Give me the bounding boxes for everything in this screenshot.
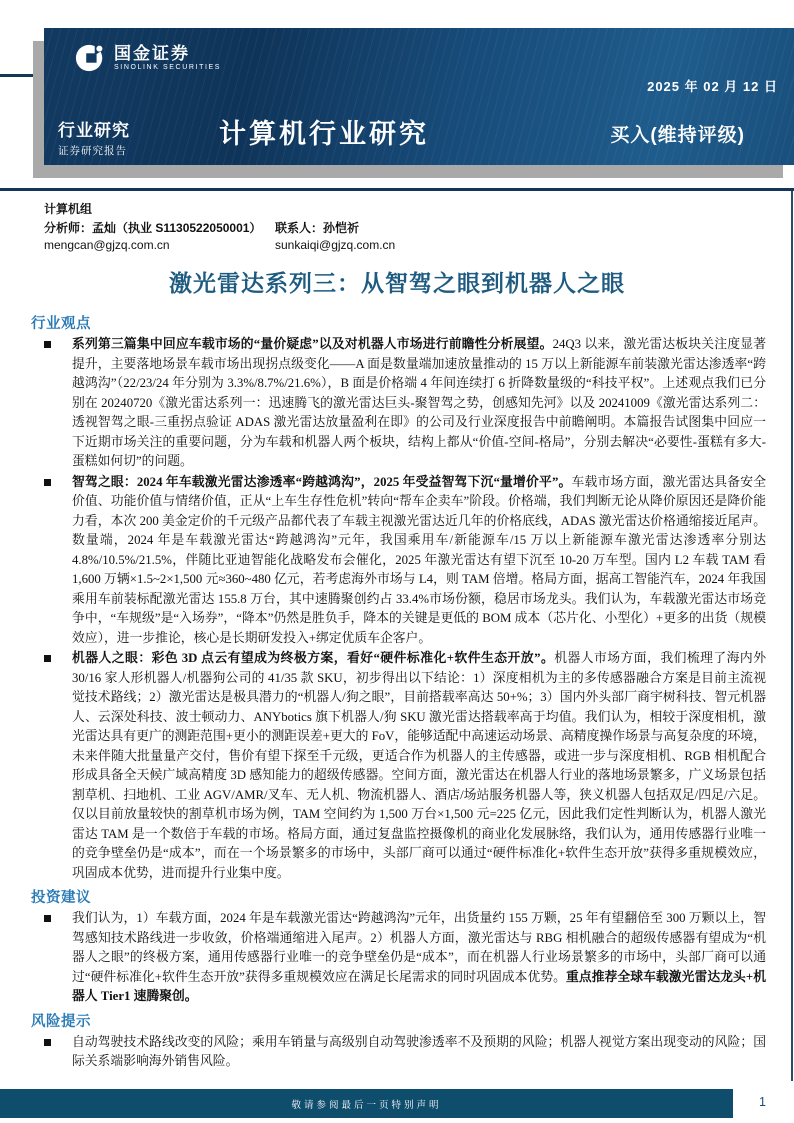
bullet-lead: 智驾之眼：2024 年车载激光雷达渗透率“跨越鸿沟”，2025 年受益智驾下沉“量增价平”。 [72, 474, 572, 489]
report-header [44, 28, 794, 165]
analyst-block [44, 201, 766, 253]
analyst-name: 分析师：孟灿（执业 S1130522050001） [44, 221, 262, 235]
investment-advice-list [0, 909, 794, 1007]
bullet-item [72, 1033, 766, 1072]
bullet-tail: 重点推荐全球车载激光雷达龙头+机器人 Tier1 速腾聚创。 [72, 969, 766, 1003]
bullet-item [72, 909, 766, 1007]
team-name: 计算机组 [44, 202, 93, 216]
brand-logo [74, 42, 221, 74]
brand-text [114, 45, 221, 72]
footer-disclaimer: 敬请参阅最后一页特别声明 [291, 1100, 442, 1111]
header-divider [0, 188, 794, 191]
contact-name: 联系人：孙恺祈 [275, 221, 360, 235]
brand-name-cn: 国金证券 [114, 43, 190, 63]
contact-email: sunkaiqi@gjzq.com.cn [275, 238, 396, 252]
doc-type-label: 行业研究 [58, 121, 130, 140]
bullet-body: 自动驾驶技术路线改变的风险；乘用车销量与高级别自动驾驶渗透率不及预期的风险；机器人视觉方案出现变动的风险；国际关系端影响海外销售风险。 [72, 1034, 766, 1068]
analyst-email: mengcan@gjzq.com.cn [44, 238, 170, 252]
report-date: 2025 年 02 月 12 日 [647, 79, 778, 94]
section-heading-risk-warning: 风险提示 [31, 1013, 91, 1030]
left-margin-rule [0, 74, 33, 77]
section-heading-investment-advice: 投资建议 [31, 890, 91, 906]
industry-view-list [0, 335, 794, 883]
doc-subtype-label: 证券研究报告 [58, 145, 127, 157]
rating-badge: 买入(维持评级) [610, 125, 745, 146]
sinolink-logo-icon [74, 42, 106, 74]
bullet-item [72, 649, 766, 883]
page-number: 1 [759, 1095, 766, 1109]
bullet-body: 机器人市场方面，我们梳理了海内外 30/16 家人形机器人/机器狗公司的 41/35 款 SKU，初步得出以下结论：1）深度相机为主的多传感器融合方案是目前主流视觉技术路线；2）激光雷达是极具潜力的“机器人/狗之眼”，目前搭载率高达 50+%；3）国内外头部厂商宇树科技、智元机器人、云深处科技、波士顿动力、ANYbotics 旗下机器人/狗 SKU 激光雷达搭载率高于均值。我们认为，相较于深度相机，激光雷达具有更广的测距范围+更小的测距误差+更大的 FoV，能够适配中高速运动场景、高精度操作场景与高复杂度的环境，未来伴随大批量量产交付，售价有望下探至千元级，更适合作为机器人的主传感器，或进一步与深度相机、RGB 相机配合形成具备全天候广域高精度 3D 感知能力的超级传感器。空间方面，激光雷达在机器人行业的落地场景繁多，广义场景包括割草机、扫地机、工业 AGV/AMR/叉车、无人机、物流机器人、酒店/场站服务机器人等，狭义机器人包括双足/四足/六足。仅以目前放量较快的割草机市场为例，TAM 空间约为 1,500 万台×1,500 元=225 亿元，因此我们定性判断认为，机器人激光雷达 TAM 是一个数倍于车载的市场。格局方面，通过复盘监控摄像机的商业化发展脉络，我们认为，通用传感器行业唯一的竞争壁垒仍是“成本”，而在一个场景繁多的市场中，头部厂商可以通过“硬件标准化+软件生态开放”获得多重规模效应，巩固成本优势，进而提升行业集中度。 [72, 651, 766, 880]
bullet-lead: 系列第三篇集中回应车载市场的“量价疑虑”以及对机器人市场进行前瞻性分析展望。 [72, 337, 553, 351]
bullet-lead: 机器人之眼：彩色 3D 点云有望成为终极方案，看好“硬件标准化+软件生态开放”。 [72, 651, 555, 665]
bullet-body: 我们认为，1）车载方面，2024 年是车载激光雷达“跨越鸿沟”元年，出货量约 155 万颗，25 年有望翻倍至 300 万颗以上，智驾感知技术路线进一步收敛，价格端通缩进入尾声。2）机器人方面，激光雷达与 RBG 相机融合的超级传感器有望成为“机器人之眼”的终极方案，通用传感器行业唯一的竞争壁垒仍是“成本”，而在机器人行业场景繁多的市场中，头部厂商可以通过“硬件标准化+软件生态开放”获得多重规模效应在满足长尾需求的同时巩固成本优势。 [72, 911, 766, 984]
footer-bar [0, 1089, 733, 1118]
risk-warning-list [0, 1033, 794, 1072]
bullet-body: 车载市场方面，激光雷达具备安全价值、功能价值与情绪价值，正从“上车生存性危机”转向“帮车企卖车”阶段。价格端，我们判断无论从降价原因还是降价能力看，本次 200 美金定价的千元级产品都代表了车载主视激光雷达近几年的价格底线，ADAS 激光雷达价格通缩接近尾声。数量端，2024 年是车载激光雷达“跨越鸿沟”元年，我国乘用车/新能源车/15 万以上新能源车激光雷达渗透率分别达 4.8%/10.5%/21.5%，伴随比亚迪智能化战略发布会催化，2025 年激光雷达有望下沉至 10-20 万车型。国内 L2 车载 TAM 看 1,600 万辆×1.5~2×1,500 元≈360~480 亿元，若考虑海外市场与 L4，则 TAM 倍增。格局方面，据高工智能汽车，2024 年我国乘用车前装标配激光雷达 155.8 万台，其中速腾聚创约占 33.4%市场份额，稳居市场龙头。我们认为，车载激光雷达市场竞争中，“车规级”是“入场券”，“降本”仍然是胜负手，降本的关键是更低的 BOM 成本（芯片化、小型化）+更多的出货（规模效应），进一步推论，核心是长期研发投入+绑定优质车企客户。 [72, 474, 767, 645]
brand-name-en: SINOLINK SECURITIES [114, 63, 222, 71]
bullet-item [72, 473, 766, 649]
section-heading-industry-view: 行业观点 [31, 316, 91, 332]
report-series-title: 计算机行业研究 [219, 119, 429, 149]
report-body [0, 309, 794, 1075]
page-title: 激光雷达系列三：从智驾之眼到机器人之眼 [169, 270, 625, 296]
bullet-item [72, 335, 766, 472]
bullet-body: 24Q3 以来，激光雷达板块关注度显著提升，主要落地场景车载市场出现拐点级变化——A 面是数量端加速放量推动的 15 万以上新能源车前装激光雷达渗透率“跨越鸿沟”（22/23/24 年分别为 3.3%/8.7%/21.6%），B 面是价格端 4 年间连续打 6 折降数量级的“科技平权”。上述观点我们已分别在 20240720《激光雷达系列一：迅速腾飞的激光雷达巨头-聚智驾之势，创感知先河》以及 20241009《激光雷达系列二：透视智驾之眼-三重拐点验证 ADAS 激光雷达放量盈利在即》的公司及行业深度报告中前瞻阐明。本篇报告试图集中回应一下近期市场关注的重要问题，分为车载和机器人两个板块，结构上都从“价值-空间-格局”，分别去解决“必要性-蛋糕有多大-蛋糕如何切”的问题。 [72, 337, 767, 468]
